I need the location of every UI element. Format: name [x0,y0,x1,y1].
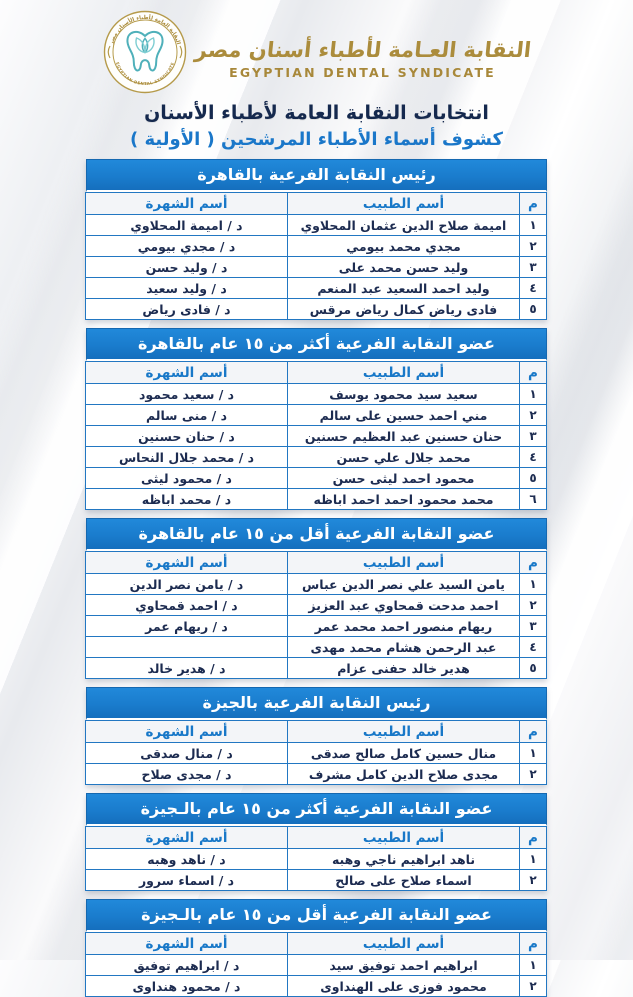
serial-cell: ٤ [520,637,547,658]
alias-name-cell: د / اسماء سرور [86,870,288,891]
column-header-doctor-name: أسم الطبيب [288,933,520,955]
alias-name-cell: د / منى سالم [86,405,288,426]
alias-name-cell: د / منال صدقى [86,743,288,764]
candidate-table [85,192,547,320]
column-header-alias-name: أسم الشهرة [86,933,288,955]
candidate-row [86,447,547,468]
serial-cell: ٤ [520,447,547,468]
serial-cell: ٢ [520,976,547,997]
candidate-row [86,236,547,257]
candidate-row [86,257,547,278]
serial-cell: ٥ [520,299,547,320]
candidate-row [86,595,547,616]
candidate-table-section [86,328,547,510]
serial-cell: ٢ [520,405,547,426]
serial-cell: ٣ [520,616,547,637]
alias-name-cell: د / محمود ليثى [86,468,288,489]
doctor-name-cell: اسماء صلاح على صالح [288,870,520,891]
table-header-row [86,552,547,574]
doctor-name-cell: ابراهيم احمد توفيق سيد [288,955,520,976]
alias-name-cell: د / حنان حسنين [86,426,288,447]
column-header-serial: م [520,721,547,743]
section-banner-title: رئيس النقابة الفرعية بالجيزة [86,687,547,720]
syndicate-logo-badge [103,10,187,94]
column-header-serial: م [520,933,547,955]
table-header-row [86,827,547,849]
column-header-doctor-name: أسم الطبيب [288,827,520,849]
doctor-name-cell: محمود فوزى على الهنداوى [288,976,520,997]
alias-name-cell [86,637,288,658]
candidate-table [85,551,547,679]
table-header-row [86,933,547,955]
alias-name-cell: د / ابراهيم توفيق [86,955,288,976]
candidate-table-section [86,159,547,320]
tooth-icon [103,10,187,94]
serial-cell: ٣ [520,426,547,447]
serial-cell: ١ [520,574,547,595]
alias-name-cell: د / فادى رياض [86,299,288,320]
candidate-row [86,468,547,489]
serial-cell: ١ [520,955,547,976]
doctor-name-cell: مني احمد حسين على سالم [288,405,520,426]
alias-name-cell: د / محمد جلال النحاس [86,447,288,468]
column-header-alias-name: أسم الشهرة [86,552,288,574]
alias-name-cell: د / محمود هنداوى [86,976,288,997]
doctor-name-cell: محمد محمود احمد احمد اباظه [288,489,520,510]
section-banner-title: عضو النقابة الفرعية أكثر من ١٥ عام بالـجيزة [86,793,547,826]
doctor-name-cell: هدير خالد حفنى عزام [288,658,520,679]
alias-name-cell: د / وليد سعيد [86,278,288,299]
serial-cell: ٤ [520,278,547,299]
candidate-table-section [86,687,547,785]
candidate-table [85,361,547,510]
doctor-name-cell: احمد مدحت قمحاوي عبد العزيز [288,595,520,616]
doctor-name-cell: وليد احمد السعيد عبد المنعم [288,278,520,299]
candidate-row [86,278,547,299]
candidate-row [86,616,547,637]
doctor-name-cell: محمود احمد ليثى حسن [288,468,520,489]
section-banner-title: عضو النقابة الفرعية أقل من ١٥ عام بالقاهرة [86,518,547,551]
candidate-row [86,955,547,976]
alias-name-cell: د / احمد قمحاوي [86,595,288,616]
column-header-doctor-name: أسم الطبيب [288,193,520,215]
doctor-name-cell: محمد جلال علي حسن [288,447,520,468]
serial-cell: ١ [520,849,547,870]
column-header-alias-name: أسم الشهرة [86,362,288,384]
doctor-name-cell: منال حسين كامل صالح صدقى [288,743,520,764]
column-header-alias-name: أسم الشهرة [86,193,288,215]
candidate-row [86,299,547,320]
doctor-name-cell: فادى رياض كمال رياض مرقس [288,299,520,320]
brand-calligraphy: النقابة العـامة لأطباء أسنان مصر [193,38,532,63]
candidate-row [86,764,547,785]
doctor-name-cell: ريهام منصور احمد محمد عمر [288,616,520,637]
table-header-row [86,721,547,743]
alias-name-cell: د / محمد اباظه [86,489,288,510]
page-subtitle: كشوف أسماء الأطباء المرشحين ( الأولية ) [130,129,503,150]
serial-cell: ١ [520,384,547,405]
serial-cell: ٥ [520,468,547,489]
candidate-table-section [86,793,547,891]
candidate-row [86,743,547,764]
page-title: انتخابات النقابة العامة لأطباء الأسنان [144,102,489,124]
table-header-row [86,362,547,384]
column-header-serial: م [520,362,547,384]
candidate-row [86,215,547,236]
column-header-serial: م [520,552,547,574]
doctor-name-cell: سعيد سيد محمود يوسف [288,384,520,405]
tables [86,159,547,997]
serial-cell: ٦ [520,489,547,510]
doctor-name-cell: مجدى صلاح الدين كامل مشرف [288,764,520,785]
badge-ring-text-ar: النقابة العامة لأطباء الأسنان مصر [108,14,181,46]
doctor-name-cell: ناهد ابراهيم ناجي وهبه [288,849,520,870]
candidate-row [86,637,547,658]
alias-name-cell: د / مجدى صلاح [86,764,288,785]
column-header-doctor-name: أسم الطبيب [288,362,520,384]
doctor-name-cell: مجدي محمد بيومي [288,236,520,257]
serial-cell: ١ [520,215,547,236]
alias-name-cell: د / يامن نصر الدين [86,574,288,595]
candidate-row [86,574,547,595]
badge-ring-text-en: EGYPTIAN DENTAL SYNDICATE [114,61,175,87]
alias-name-cell: د / ريهام عمر [86,616,288,637]
candidate-table [85,932,547,997]
candidate-row [86,489,547,510]
serial-cell: ٥ [520,658,547,679]
alias-name-cell: د / اميمة المحلاوي [86,215,288,236]
column-header-doctor-name: أسم الطبيب [288,721,520,743]
flyer-header [0,0,633,150]
candidate-row [86,658,547,679]
serial-cell: ٢ [520,764,547,785]
column-header-serial: م [520,827,547,849]
section-banner-title: عضو النقابة الفرعية أقل من ١٥ عام بالـجيزة [86,899,547,932]
column-header-alias-name: أسم الشهرة [86,827,288,849]
candidate-row [86,870,547,891]
candidate-row [86,976,547,997]
section-banner-title: رئيس النقابة الفرعية بالقاهرة [86,159,547,192]
brand-text [195,24,531,79]
alias-name-cell: د / سعيد محمود [86,384,288,405]
candidate-row [86,384,547,405]
doctor-name-cell: اميمة صلاح الدين عثمان المحلاوي [288,215,520,236]
syndicate-brand [0,6,633,98]
table-header-row [86,193,547,215]
serial-cell: ٢ [520,870,547,891]
brand-name-en: EGYPTIAN DENTAL SYNDICATE [229,64,496,80]
alias-name-cell: د / مجدي بيومي [86,236,288,257]
alias-name-cell: د / ناهد وهبه [86,849,288,870]
alias-name-cell: د / هدير خالد [86,658,288,679]
doctor-name-cell: حنان حسنين عبد العظيم حسنين [288,426,520,447]
serial-cell: ٢ [520,595,547,616]
doctor-name-cell: عبد الرحمن هشام محمد مهدى [288,637,520,658]
column-header-alias-name: أسم الشهرة [86,721,288,743]
serial-cell: ١ [520,743,547,764]
alias-name-cell: د / وليد حسن [86,257,288,278]
section-banner-title: عضو النقابة الفرعية أكثر من ١٥ عام بالقاهرة [86,328,547,361]
serial-cell: ٣ [520,257,547,278]
column-header-doctor-name: أسم الطبيب [288,552,520,574]
candidate-row [86,849,547,870]
candidate-table [85,720,547,785]
doctor-name-cell: يامن السيد علي نصر الدين عباس [288,574,520,595]
candidate-table-section [86,518,547,679]
candidate-table-section [86,899,547,997]
candidate-table [85,826,547,891]
candidate-row [86,405,547,426]
candidate-row [86,426,547,447]
serial-cell: ٢ [520,236,547,257]
column-header-serial: م [520,193,547,215]
doctor-name-cell: وليد حسن محمد على [288,257,520,278]
